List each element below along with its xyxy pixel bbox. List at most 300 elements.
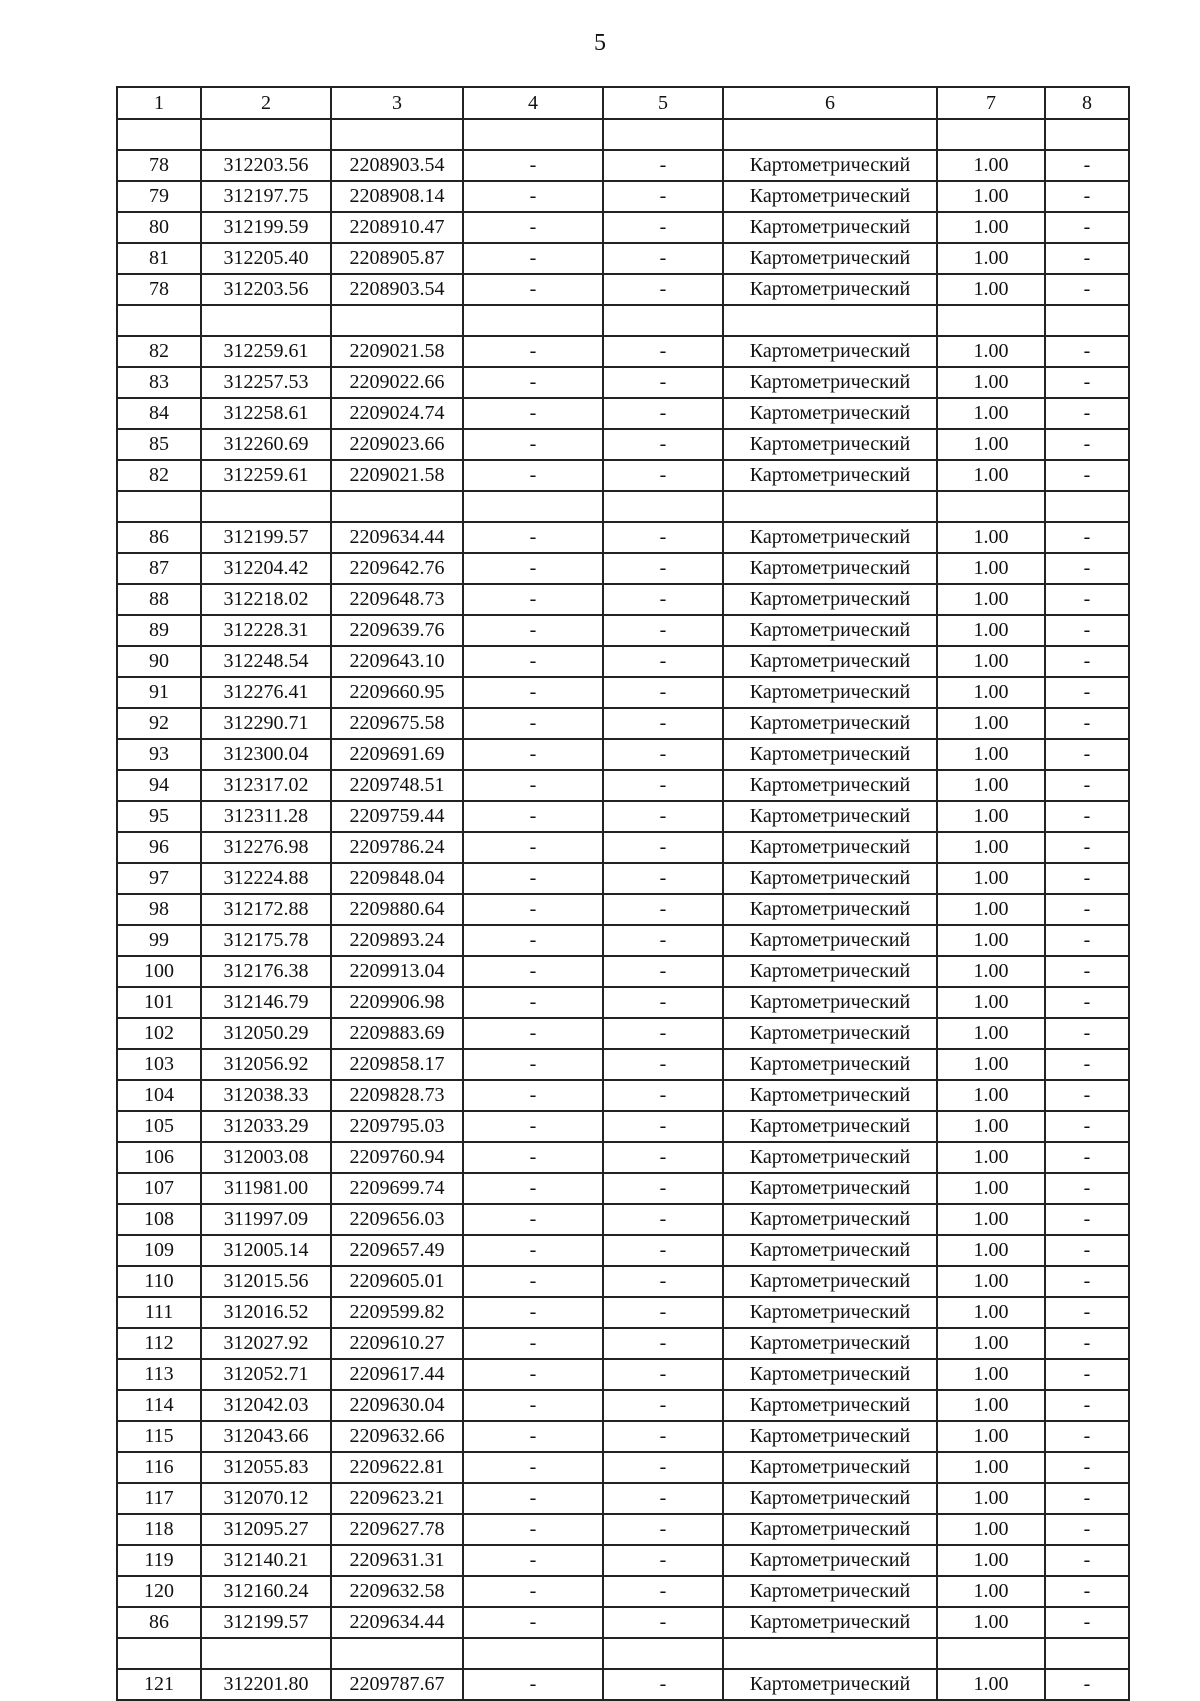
table-cell: - xyxy=(603,1669,723,1700)
empty-cell xyxy=(1045,1638,1129,1669)
table-body xyxy=(117,119,1129,1700)
table-cell: - xyxy=(1045,1204,1129,1235)
table-row xyxy=(117,553,1129,584)
table-row xyxy=(117,1235,1129,1266)
table-row xyxy=(117,398,1129,429)
table-cell: - xyxy=(463,646,603,677)
table-cell: - xyxy=(1045,1297,1129,1328)
table-cell: - xyxy=(463,1266,603,1297)
table-cell: - xyxy=(463,987,603,1018)
table-cell: - xyxy=(603,708,723,739)
table-cell: 117 xyxy=(117,1483,201,1514)
empty-cell xyxy=(937,305,1045,336)
table-cell: 2209675.58 xyxy=(331,708,463,739)
empty-cell xyxy=(201,491,331,522)
table-cell: - xyxy=(1045,770,1129,801)
empty-cell xyxy=(937,119,1045,150)
table-cell: Картометрический xyxy=(723,212,937,243)
table-cell: 1.00 xyxy=(937,677,1045,708)
table-cell: - xyxy=(463,1421,603,1452)
table-cell: 312016.52 xyxy=(201,1297,331,1328)
table-row xyxy=(117,429,1129,460)
table-cell: - xyxy=(1045,336,1129,367)
table-cell: - xyxy=(463,212,603,243)
table-cell: - xyxy=(1045,150,1129,181)
table-cell: 312160.24 xyxy=(201,1576,331,1607)
table-cell: 312027.92 xyxy=(201,1328,331,1359)
empty-cell xyxy=(117,305,201,336)
table-row xyxy=(117,1049,1129,1080)
table-cell: - xyxy=(1045,987,1129,1018)
table-cell: - xyxy=(463,1483,603,1514)
empty-cell xyxy=(331,305,463,336)
table-cell: - xyxy=(603,1359,723,1390)
table-cell: - xyxy=(463,553,603,584)
table-cell: Картометрический xyxy=(723,1607,937,1638)
table-cell: - xyxy=(1045,1576,1129,1607)
table-cell: 1.00 xyxy=(937,956,1045,987)
table-cell: - xyxy=(463,336,603,367)
table-cell: - xyxy=(603,274,723,305)
table-cell: 2208903.54 xyxy=(331,274,463,305)
table-cell: 1.00 xyxy=(937,181,1045,212)
table-cell: 118 xyxy=(117,1514,201,1545)
table-cell: 86 xyxy=(117,522,201,553)
table-cell: 104 xyxy=(117,1080,201,1111)
table-cell: 1.00 xyxy=(937,1421,1045,1452)
table-cell: 94 xyxy=(117,770,201,801)
table-cell: 2209759.44 xyxy=(331,801,463,832)
table-cell: - xyxy=(603,677,723,708)
table-cell: 87 xyxy=(117,553,201,584)
table-cell: - xyxy=(463,1111,603,1142)
table-cell: 1.00 xyxy=(937,832,1045,863)
table-cell: - xyxy=(603,243,723,274)
table-cell: - xyxy=(1045,243,1129,274)
table-cell: - xyxy=(1045,212,1129,243)
table-row xyxy=(117,894,1129,925)
table-cell: - xyxy=(1045,1049,1129,1080)
table-cell: 312199.57 xyxy=(201,522,331,553)
table-cell: - xyxy=(603,894,723,925)
table-cell: 2209699.74 xyxy=(331,1173,463,1204)
table-cell: 2209627.78 xyxy=(331,1514,463,1545)
table-cell: 115 xyxy=(117,1421,201,1452)
table-cell: 1.00 xyxy=(937,925,1045,956)
table-cell: 116 xyxy=(117,1452,201,1483)
table-cell: - xyxy=(603,1483,723,1514)
table-cell: - xyxy=(1045,1328,1129,1359)
table-cell: - xyxy=(603,150,723,181)
table-cell: - xyxy=(463,367,603,398)
table-row xyxy=(117,1328,1129,1359)
table-cell: Картометрический xyxy=(723,1297,937,1328)
table-cell: 92 xyxy=(117,708,201,739)
table-cell: - xyxy=(1045,1111,1129,1142)
table-cell: Картометрический xyxy=(723,956,937,987)
table-cell: - xyxy=(1045,1235,1129,1266)
table-cell: - xyxy=(1045,1545,1129,1576)
table-cell: 312199.57 xyxy=(201,1607,331,1638)
table-header xyxy=(117,87,1129,119)
table-cell: - xyxy=(603,460,723,491)
separator-row xyxy=(117,305,1129,336)
table-row xyxy=(117,584,1129,615)
table-cell: - xyxy=(603,1111,723,1142)
table-cell: 1.00 xyxy=(937,243,1045,274)
table-cell: 312300.04 xyxy=(201,739,331,770)
table-cell: 79 xyxy=(117,181,201,212)
table-cell: - xyxy=(603,925,723,956)
table-cell: 103 xyxy=(117,1049,201,1080)
table-cell: 1.00 xyxy=(937,646,1045,677)
table-cell: - xyxy=(603,181,723,212)
table-cell: 82 xyxy=(117,460,201,491)
table-row xyxy=(117,1142,1129,1173)
table-cell: 105 xyxy=(117,1111,201,1142)
table-cell: 2209605.01 xyxy=(331,1266,463,1297)
table-cell: 312175.78 xyxy=(201,925,331,956)
table-cell: 1.00 xyxy=(937,1328,1045,1359)
empty-cell xyxy=(463,305,603,336)
table-row xyxy=(117,1545,1129,1576)
table-cell: Картометрический xyxy=(723,1173,937,1204)
table-cell: 1.00 xyxy=(937,460,1045,491)
table-cell: 1.00 xyxy=(937,1452,1045,1483)
table-row xyxy=(117,1390,1129,1421)
table-cell: - xyxy=(463,274,603,305)
table-cell: - xyxy=(463,863,603,894)
table-cell: - xyxy=(603,553,723,584)
table-cell: 2209021.58 xyxy=(331,336,463,367)
table-row xyxy=(117,336,1129,367)
table-cell: 78 xyxy=(117,274,201,305)
table-cell: - xyxy=(463,522,603,553)
table-cell: 312259.61 xyxy=(201,336,331,367)
table-cell: 99 xyxy=(117,925,201,956)
table-cell: 2209883.69 xyxy=(331,1018,463,1049)
table-cell: Картометрический xyxy=(723,739,937,770)
table-cell: - xyxy=(1045,739,1129,770)
table-cell: 1.00 xyxy=(937,1483,1045,1514)
table-cell: - xyxy=(463,1235,603,1266)
table-cell: 2209639.76 xyxy=(331,615,463,646)
table-row xyxy=(117,956,1129,987)
table-cell: 1.00 xyxy=(937,1266,1045,1297)
column-header: 7 xyxy=(937,87,1045,119)
table-row xyxy=(117,1173,1129,1204)
table-cell: 312003.08 xyxy=(201,1142,331,1173)
table-cell: - xyxy=(603,770,723,801)
table-cell: Картометрический xyxy=(723,584,937,615)
table-cell: - xyxy=(1045,832,1129,863)
table-cell: - xyxy=(603,987,723,1018)
header-row xyxy=(117,87,1129,119)
empty-cell xyxy=(201,1638,331,1669)
table-cell: 312146.79 xyxy=(201,987,331,1018)
table-cell: - xyxy=(603,1018,723,1049)
table-cell: 1.00 xyxy=(937,336,1045,367)
table-cell: 312070.12 xyxy=(201,1483,331,1514)
empty-cell xyxy=(463,119,603,150)
table-cell: 312199.59 xyxy=(201,212,331,243)
table-cell: - xyxy=(463,1204,603,1235)
table-row xyxy=(117,1359,1129,1390)
empty-cell xyxy=(463,491,603,522)
table-cell: - xyxy=(463,1514,603,1545)
empty-cell xyxy=(723,305,937,336)
table-cell: Картометрический xyxy=(723,1545,937,1576)
table-cell: - xyxy=(463,1142,603,1173)
table-cell: 2209880.64 xyxy=(331,894,463,925)
table-cell: 2209906.98 xyxy=(331,987,463,1018)
table-row xyxy=(117,1607,1129,1638)
table-cell: 1.00 xyxy=(937,1080,1045,1111)
table-cell: - xyxy=(603,429,723,460)
table-cell: - xyxy=(1045,956,1129,987)
table-cell: 2209657.49 xyxy=(331,1235,463,1266)
table-cell: 2209634.44 xyxy=(331,522,463,553)
table-cell: 109 xyxy=(117,1235,201,1266)
table-cell: 312033.29 xyxy=(201,1111,331,1142)
table-cell: - xyxy=(603,1173,723,1204)
table-cell: 312015.56 xyxy=(201,1266,331,1297)
table-cell: - xyxy=(1045,367,1129,398)
table-cell: 1.00 xyxy=(937,553,1045,584)
table-cell: 2209642.76 xyxy=(331,553,463,584)
table-cell: - xyxy=(1045,801,1129,832)
table-cell: Картометрический xyxy=(723,460,937,491)
table-cell: - xyxy=(603,367,723,398)
table-row xyxy=(117,832,1129,863)
table-cell: Картометрический xyxy=(723,1018,937,1049)
table-cell: - xyxy=(463,956,603,987)
table-cell: - xyxy=(1045,584,1129,615)
table-row xyxy=(117,274,1129,305)
table-cell: 100 xyxy=(117,956,201,987)
table-cell: 312197.75 xyxy=(201,181,331,212)
table-cell: 119 xyxy=(117,1545,201,1576)
table-cell: 1.00 xyxy=(937,584,1045,615)
table-cell: - xyxy=(463,1018,603,1049)
table-cell: - xyxy=(463,894,603,925)
table-row xyxy=(117,1018,1129,1049)
table-cell: 1.00 xyxy=(937,1576,1045,1607)
table-cell: 112 xyxy=(117,1328,201,1359)
table-cell: - xyxy=(603,1235,723,1266)
table-cell: 1.00 xyxy=(937,150,1045,181)
table-cell: 1.00 xyxy=(937,1545,1045,1576)
table-cell: Картометрический xyxy=(723,863,937,894)
table-row xyxy=(117,1483,1129,1514)
table-cell: 101 xyxy=(117,987,201,1018)
table-cell: 1.00 xyxy=(937,1204,1045,1235)
table-cell: 2209828.73 xyxy=(331,1080,463,1111)
table-cell: - xyxy=(1045,181,1129,212)
table-cell: 2209748.51 xyxy=(331,770,463,801)
table-row xyxy=(117,181,1129,212)
column-header: 8 xyxy=(1045,87,1129,119)
table-cell: - xyxy=(603,801,723,832)
table-cell: Картометрический xyxy=(723,801,937,832)
table-cell: - xyxy=(1045,646,1129,677)
table-cell: - xyxy=(603,615,723,646)
table-row xyxy=(117,770,1129,801)
table-cell: Картометрический xyxy=(723,987,937,1018)
table-cell: 312140.21 xyxy=(201,1545,331,1576)
table-cell: Картометрический xyxy=(723,1111,937,1142)
table-cell: 312052.71 xyxy=(201,1359,331,1390)
table-cell: - xyxy=(1045,1669,1129,1700)
table-cell: 2208903.54 xyxy=(331,150,463,181)
table-cell: 2208905.87 xyxy=(331,243,463,274)
table-cell: 2209632.66 xyxy=(331,1421,463,1452)
table-cell: - xyxy=(603,1421,723,1452)
table-cell: - xyxy=(463,1328,603,1359)
table-cell: 89 xyxy=(117,615,201,646)
table-row xyxy=(117,1452,1129,1483)
table-cell: - xyxy=(463,1576,603,1607)
table-cell: Картометрический xyxy=(723,1204,937,1235)
table-cell: 2209786.24 xyxy=(331,832,463,863)
table-cell: 1.00 xyxy=(937,1514,1045,1545)
table-cell: - xyxy=(1045,1483,1129,1514)
table-row xyxy=(117,1204,1129,1235)
table-cell: - xyxy=(603,1452,723,1483)
table-cell: 97 xyxy=(117,863,201,894)
table-cell: 1.00 xyxy=(937,1111,1045,1142)
table-cell: 1.00 xyxy=(937,1049,1045,1080)
table-cell: - xyxy=(1045,863,1129,894)
table-cell: 93 xyxy=(117,739,201,770)
table-cell: - xyxy=(603,1545,723,1576)
table-cell: Картометрический xyxy=(723,708,937,739)
table-cell: 1.00 xyxy=(937,1235,1045,1266)
table-cell: - xyxy=(603,1049,723,1080)
table-cell: 111 xyxy=(117,1297,201,1328)
table-cell: 1.00 xyxy=(937,1359,1045,1390)
table-cell: - xyxy=(1045,1359,1129,1390)
table-cell: - xyxy=(463,770,603,801)
table-cell: Картометрический xyxy=(723,1359,937,1390)
empty-cell xyxy=(117,119,201,150)
empty-cell xyxy=(463,1638,603,1669)
table-cell: 2209848.04 xyxy=(331,863,463,894)
table-cell: 312228.31 xyxy=(201,615,331,646)
table-cell: 2209760.94 xyxy=(331,1142,463,1173)
table-cell: 312311.28 xyxy=(201,801,331,832)
empty-cell xyxy=(1045,491,1129,522)
table-cell: 1.00 xyxy=(937,1607,1045,1638)
table-cell: - xyxy=(463,1390,603,1421)
table-cell: - xyxy=(463,677,603,708)
table-cell: Картометрический xyxy=(723,1266,937,1297)
table-cell: 2209623.21 xyxy=(331,1483,463,1514)
table-cell: 2209630.04 xyxy=(331,1390,463,1421)
table-cell: - xyxy=(463,739,603,770)
table-cell: 312043.66 xyxy=(201,1421,331,1452)
table-cell: 1.00 xyxy=(937,429,1045,460)
table-cell: 2209622.81 xyxy=(331,1452,463,1483)
table-cell: 2209022.66 xyxy=(331,367,463,398)
table-cell: Картометрический xyxy=(723,150,937,181)
table-cell: 312260.69 xyxy=(201,429,331,460)
table-cell: Картометрический xyxy=(723,1080,937,1111)
table-cell: Картометрический xyxy=(723,181,937,212)
table-cell: 2209631.31 xyxy=(331,1545,463,1576)
table-cell: 1.00 xyxy=(937,1018,1045,1049)
table-cell: Картометрический xyxy=(723,398,937,429)
table-cell: 120 xyxy=(117,1576,201,1607)
table-cell: - xyxy=(463,1359,603,1390)
table-cell: 1.00 xyxy=(937,367,1045,398)
table-cell: - xyxy=(603,646,723,677)
empty-cell xyxy=(201,305,331,336)
column-header: 6 xyxy=(723,87,937,119)
table-cell: 2209617.44 xyxy=(331,1359,463,1390)
table-cell: Картометрический xyxy=(723,1235,937,1266)
empty-cell xyxy=(117,491,201,522)
table-cell: 106 xyxy=(117,1142,201,1173)
table-cell: 312176.38 xyxy=(201,956,331,987)
table-cell: 2208910.47 xyxy=(331,212,463,243)
table-cell: 86 xyxy=(117,1607,201,1638)
table-cell: 312204.42 xyxy=(201,553,331,584)
table-cell: - xyxy=(603,398,723,429)
table-cell: Картометрический xyxy=(723,677,937,708)
table-cell: 1.00 xyxy=(937,801,1045,832)
table-cell: Картометрический xyxy=(723,1049,937,1080)
table-cell: - xyxy=(1045,429,1129,460)
empty-cell xyxy=(937,1638,1045,1669)
table-cell: Картометрический xyxy=(723,1514,937,1545)
table-cell: 312224.88 xyxy=(201,863,331,894)
table-cell: Картометрический xyxy=(723,646,937,677)
table-cell: - xyxy=(1045,1514,1129,1545)
table-cell: 91 xyxy=(117,677,201,708)
table-cell: 113 xyxy=(117,1359,201,1390)
table-cell: Картометрический xyxy=(723,925,937,956)
coordinates-table xyxy=(116,86,1130,1701)
table-cell: 1.00 xyxy=(937,987,1045,1018)
table-cell: 110 xyxy=(117,1266,201,1297)
table-cell: 90 xyxy=(117,646,201,677)
table-row xyxy=(117,739,1129,770)
table-cell: - xyxy=(1045,522,1129,553)
table-cell: - xyxy=(603,832,723,863)
table-cell: 311981.00 xyxy=(201,1173,331,1204)
table-cell: - xyxy=(463,150,603,181)
table-cell: - xyxy=(463,1607,603,1638)
column-header: 5 xyxy=(603,87,723,119)
table-cell: Картометрический xyxy=(723,553,937,584)
table-cell: - xyxy=(1045,708,1129,739)
table-cell: 2209599.82 xyxy=(331,1297,463,1328)
table-cell: Картометрический xyxy=(723,429,937,460)
table-cell: - xyxy=(603,522,723,553)
table-cell: - xyxy=(463,243,603,274)
table-cell: 95 xyxy=(117,801,201,832)
table-cell: - xyxy=(603,1204,723,1235)
table-cell: 2209656.03 xyxy=(331,1204,463,1235)
table-row xyxy=(117,1576,1129,1607)
table-cell: 312259.61 xyxy=(201,460,331,491)
table-cell: 2209913.04 xyxy=(331,956,463,987)
empty-cell xyxy=(723,119,937,150)
table-cell: 312201.80 xyxy=(201,1669,331,1700)
table-cell: - xyxy=(1045,1142,1129,1173)
table-row xyxy=(117,925,1129,956)
